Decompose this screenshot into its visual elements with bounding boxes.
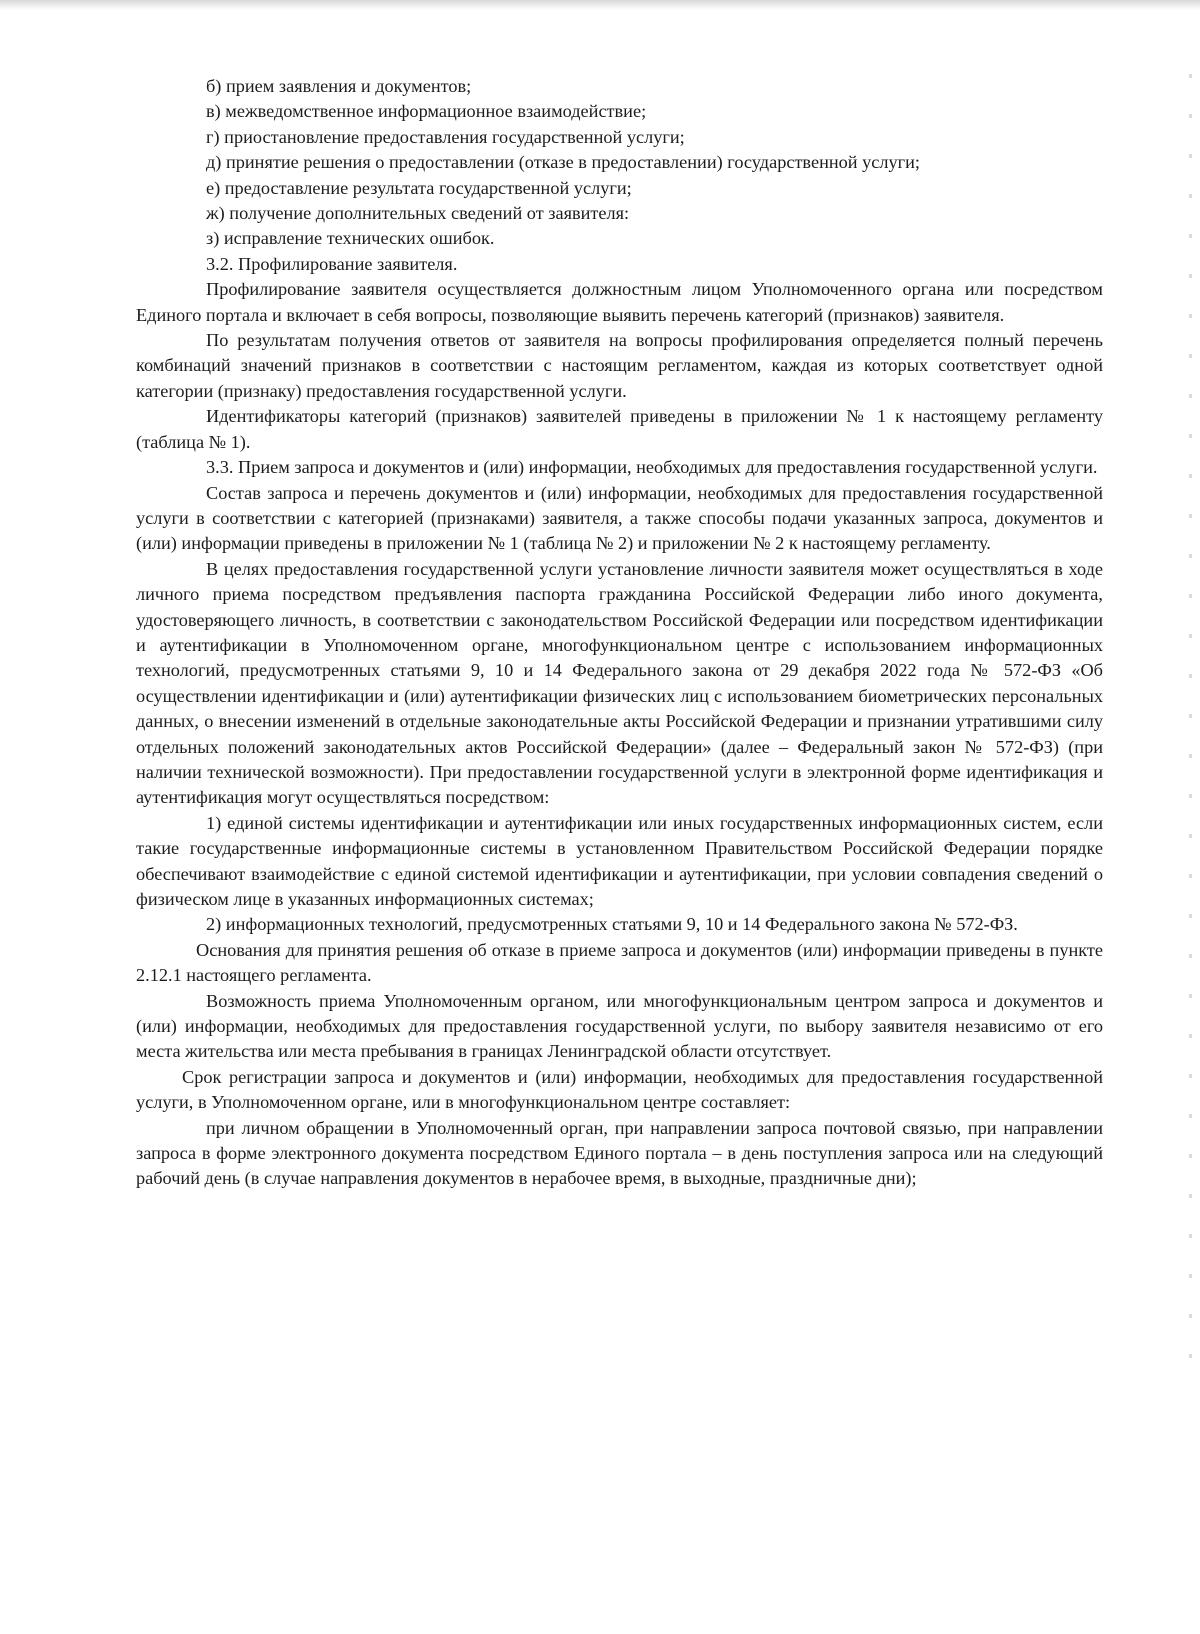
list-item-b: б) прием заявления и документов;: [206, 76, 472, 96]
paragraph-request-composition: Состав запроса и перечень документов и (или) информации, необходимых для предоставления государственной услуги в соответствии с категорией (признаками) заявителя, а также способы подачи указанных запроса, документов и (или) информации приведены в приложении № 1 (таблица № 2) и приложении № 2 к настоящему регламенту.: [136, 482, 1103, 554]
paragraph-registration-term: Срок регистрации запроса и документов и (или) информации, необходимых для предоставления государственной услуги, в Уполномоченном органе, или в многофункциональном центре составляет:: [136, 1066, 1103, 1113]
section-heading-3-3: 3.3. Прием запроса и документов и (или) информации, необходимых для предоставления государственной услуги.: [206, 457, 1098, 478]
paragraph-identifiers: Идентификаторы категорий (признаков) заявителей приведены в приложении № 1 к настоящему регламенту (таблица № 1).: [136, 406, 1103, 452]
list-item-g: г) приостановление предоставления государственной услуги;: [206, 126, 685, 147]
scan-top-edge: [0, 0, 1200, 10]
paragraph-refusal-grounds: Основания для принятия решения об отказе в приеме запроса и документов (или) информации приведены в пункте 2.12.1 настоящего регламента.: [136, 939, 1103, 986]
scan-right-edge: [1189, 60, 1192, 1360]
paragraph-identity-verification: В целях предоставления государственной услуги установление личности заявителя может осуществляться в ходе личного приема посредством предъявления паспорта гражданина Российской Федерации либо иного документа, удостоверяющего личность, в соответствии с законодательством Российской Федерации или посредством идентификации и аутентификации в Уполномоченном органе, многофункциональном центре с использованием информационных технологий, предусмотренных статьями 9, 10 и 14 Федерального закона от 29 декабря 2022 года № 572-ФЗ «Об осуществлении идентификации и (или) аутентификации физических лиц с использованием биометрических персональных данных, о внесении изменений в отдельные законодательные акты Российской Федерации и признании утратившими силу отдельных положений законодательных актов Российской Федерации» (далее – Федеральный закон № 572-ФЗ) (при наличии технической возможности). При предоставлении государственной услуги в электронной форме идентификация и аутентификация могут осуществляться посредством:: [136, 558, 1103, 808]
list-item-z: з) исправление технических ошибок.: [206, 228, 495, 249]
paragraph-acceptance-possibility: Возможность приема Уполномоченным органом, или многофункциональным центром запроса и документов и (или) информации, необходимых для предоставления государственной услуги, по выбору заявителя независимо от его места жительства или места пребывания в границах Ленинградской области отсутствует.: [136, 990, 1103, 1062]
list-item-1: 1) единой системы идентификации и аутентификации или иных государственных информационных систем, если такие государственные информационные системы в установленном Правительством Российской Федерации порядке обеспечивают взаимодействие с единой системой идентификации и аутентификации, при условии совпадения сведений о физическом лице в указанных информационных системах;: [136, 812, 1103, 909]
paragraph-personal-appeal: при личном обращении в Уполномоченный орган, при направлении запроса почтовой связью, при направлении запроса в форме электронного документа посредством Единого портала – в день поступления запроса или на следующий рабочий день (в случае направления документов в нерабочее время, в выходные, праздничные дни);: [136, 1117, 1103, 1189]
paragraph-profiling: Профилирование заявителя осуществляется должностным лицом Уполномоченного органа или посредством Единого портала и включает в себя вопросы, позволяющие выявить перечень категорий (признаков) заявителя.: [136, 279, 1103, 325]
list-item-2: 2) информационных технологий, предусмотренных статьями 9, 10 и 14 Федерального закона № 572-ФЗ.: [206, 914, 1018, 935]
section-heading-3-2: 3.2. Профилирование заявителя.: [206, 253, 458, 274]
paragraph-profiling-results: По результатам получения ответов от заявителя на вопросы профилирования определяется полный перечень комбинаций значений признаков в соответствии с настоящим регламентом, каждая из которых соответствует одной категории (признаку) предоставления государственной услуги.: [136, 330, 1103, 401]
list-item-v: в) межведомственное информационное взаимодействие;: [206, 101, 647, 122]
list-item-e: е) предоставление результата государственной услуги;: [206, 177, 632, 198]
document-body: [136, 74, 1103, 1192]
list-item-d: д) принятие решения о предоставлении (отказе в предоставлении) государственной услуги;: [206, 152, 921, 173]
list-item-zh: ж) получение дополнительных сведений от заявителя:: [206, 203, 630, 224]
